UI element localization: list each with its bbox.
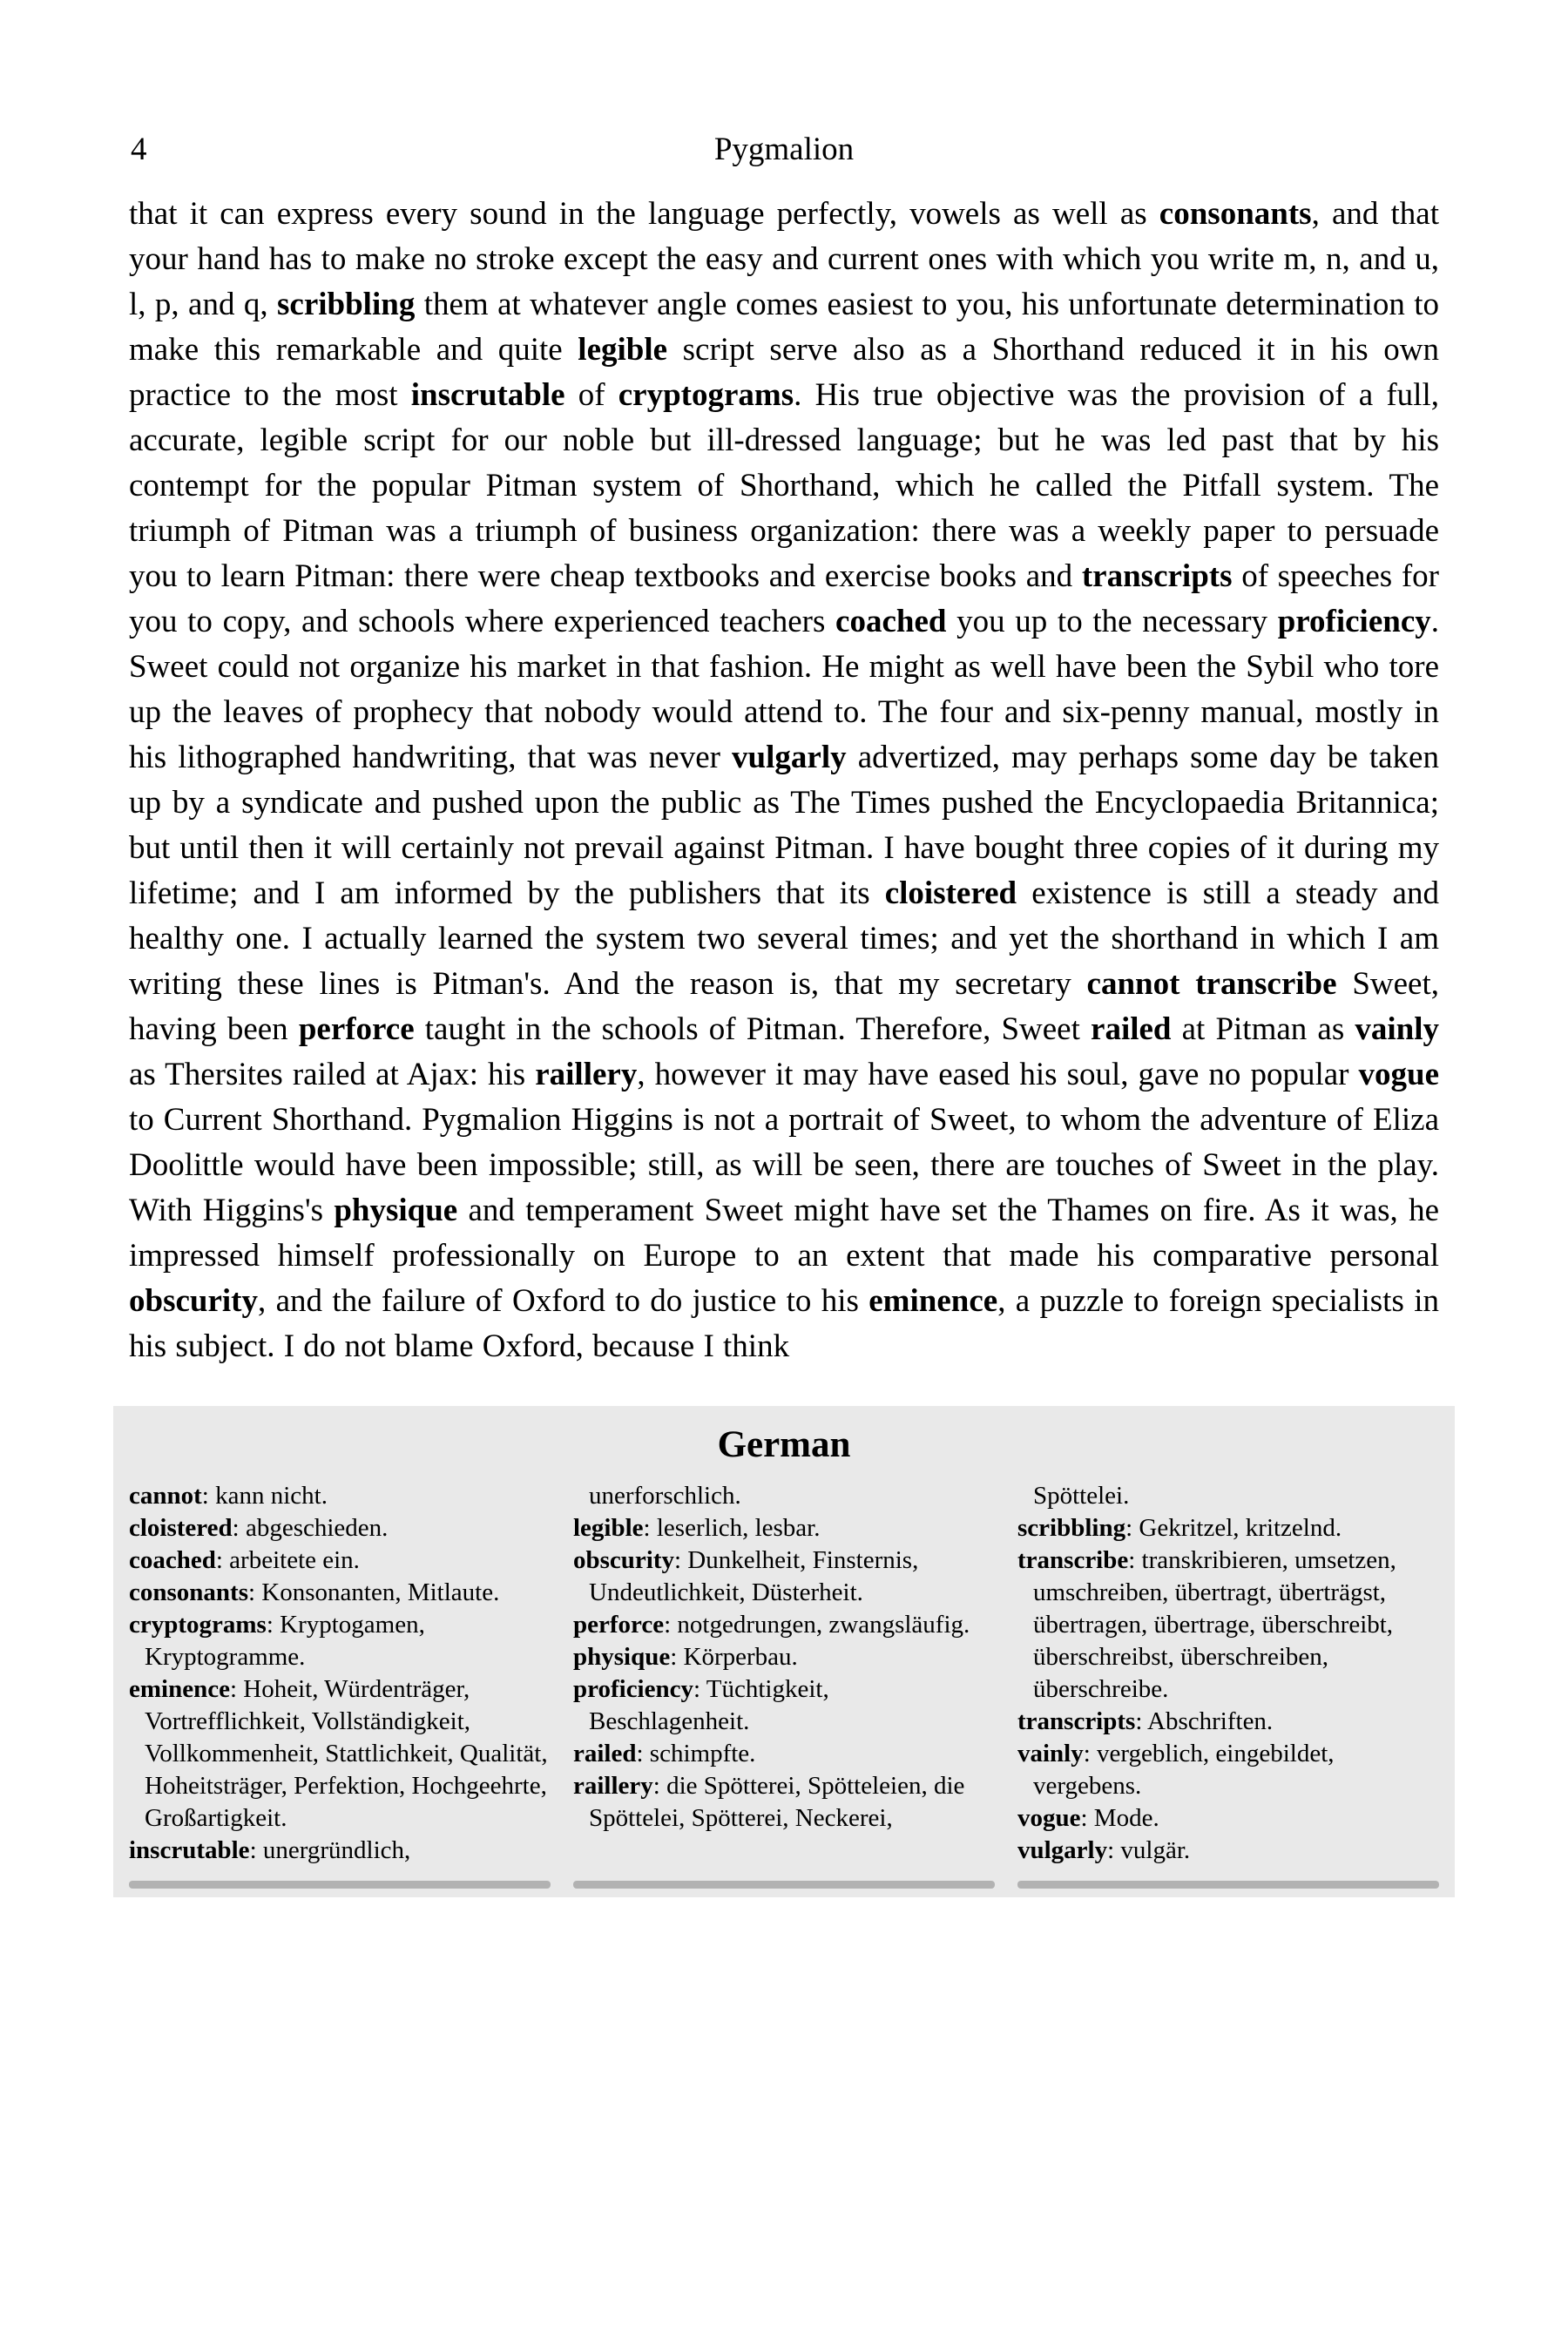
glossary-entry: unerforschlich.: [589, 1482, 741, 1510]
glossary-entry: scribbling: Gekritzel, kritzelnd.: [1017, 1514, 1342, 1542]
body-text: [129, 192, 1439, 1369]
bold-term: vulgarly: [732, 740, 847, 775]
text-run: advertized, may perhaps some day be taken up by a syndicate and pushed upon the public as The Times pushed the Encyclopaedia Britannica; but until then it will certainly not prevail against Pitman. I have bought three copies of it during my lifetime; and I am informed by the publishers that its: [129, 740, 1439, 911]
text-run: and temperament Sweet might have set the Thames on fire. As it was, he impressed himself professionally on Europe to an extent that made his comparative personal: [129, 1193, 1439, 1274]
glossary-term: legible: [573, 1514, 644, 1542]
bold-term: proficiency: [1277, 604, 1431, 639]
glossary-term: raillery: [573, 1772, 653, 1800]
text-run: as Thersites railed at Ajax: his: [129, 1057, 536, 1092]
glossary-entry: consonants: Konsonanten, Mitlaute.: [129, 1578, 500, 1606]
bold-term: scribbling: [277, 287, 416, 322]
glossary-term: consonants: [129, 1578, 248, 1606]
glossary-entry: vulgarly: vulgär.: [1017, 1836, 1191, 1864]
text-run: , however it may have eased his soul, gave no popular: [637, 1057, 1359, 1092]
glossary-term: eminence: [129, 1675, 230, 1703]
glossary-term: transcripts: [1017, 1707, 1136, 1735]
glossary-scrollbar-1[interactable]: [129, 1881, 551, 1889]
text-run: that it can express every sound in the language perfectly, vowels as well as: [129, 196, 1159, 232]
glossary-entry: inscrutable: unergründlich,: [129, 1836, 411, 1864]
glossary-term: inscrutable: [129, 1836, 250, 1864]
glossary-term: proficiency: [573, 1675, 693, 1703]
glossary-title: German: [717, 1424, 851, 1465]
text-run: Sweet, having been: [129, 966, 1439, 1047]
glossary-term: physique: [573, 1643, 671, 1671]
glossary-column-1: [129, 1480, 551, 1867]
glossary-term: railed: [573, 1740, 637, 1767]
glossary-entry: cloistered: abgeschieden.: [129, 1514, 389, 1542]
glossary-columns: [129, 1480, 1439, 1867]
glossary-entry: raillery: die Spötterei, Spötteleien, die Spöttelei, Spötterei, Neckerei,: [573, 1772, 965, 1832]
glossary-entry: Spöttelei.: [1033, 1482, 1130, 1510]
glossary-entry: physique: Körperbau.: [573, 1643, 798, 1671]
glossary-entry: vogue: Mode.: [1017, 1804, 1159, 1832]
glossary-entry: vainly: vergeblich, eingebildet, vergebens.: [1017, 1740, 1335, 1800]
glossary-scrollbar-2[interactable]: [573, 1881, 995, 1889]
bold-term: raillery: [535, 1057, 638, 1092]
text-run: them at whatever angle comes easiest to you, his unfortunate determination to make this remarkable and quite: [129, 287, 1440, 368]
glossary-entry: legible: leserlich, lesbar.: [573, 1514, 821, 1542]
bold-term: transcripts: [1081, 558, 1233, 594]
glossary-entry: cryptograms: Kryptogamen, Kryptogramme.: [129, 1611, 425, 1671]
glossary-entry: obscurity: Dunkelheit, Finsternis, Undeutlichkeit, Düsterheit.: [573, 1546, 919, 1606]
page-number: 4: [131, 132, 147, 167]
bold-term: coached: [835, 604, 947, 639]
text-run: existence is still a steady and healthy one. I actually learned the system two several times; and yet the shorthand in which I am writing these lines is Pitman's. And the reason is, that my secretary: [129, 875, 1439, 1002]
glossary-entry: eminence: Hoheit, Würdenträger, Vortrefflichkeit, Vollständigkeit, Vollkommenheit, Stattlichkeit, Qualität, Hoheitsträger, Perfektion, Hochgeehrte, Großartigkeit.: [129, 1675, 548, 1832]
text-run: , a puzzle to foreign specialists in his subject. I do not blame Oxford, because I think: [129, 1283, 1439, 1364]
glossary-entry: proficiency: Tüchtigkeit, Beschlagenheit.: [573, 1675, 829, 1735]
text-run: to Current Shorthand. Pygmalion Higgins is not a portrait of Sweet, to whom the adventure of Eliza Doolittle would have been impossible; still, as will be seen, there are touches of Sweet in the play. With Higgins's: [129, 1102, 1439, 1228]
bold-term: cannot transcribe: [1086, 966, 1337, 1002]
bold-term: perforce: [298, 1011, 415, 1047]
glossary-term: transcribe: [1017, 1546, 1129, 1574]
glossary-term: perforce: [573, 1611, 665, 1639]
running-title: Pygmalion: [713, 132, 855, 167]
glossary-term: cannot: [129, 1482, 202, 1510]
text-run: at Pitman as: [1171, 1011, 1355, 1047]
bold-term: vogue: [1358, 1057, 1440, 1092]
text-run: script serve also as a Shorthand reduced it in his own practice to the most: [129, 332, 1439, 413]
bold-term: cryptograms: [618, 377, 794, 413]
glossary-term: vulgarly: [1017, 1836, 1108, 1864]
text-run: , and that your hand has to make no stroke except the easy and current ones with which you write m, n, and u, l, p, and q,: [129, 196, 1439, 322]
glossary-column-2: [573, 1480, 995, 1867]
bold-term: cloistered: [884, 875, 1017, 911]
glossary-term: vogue: [1017, 1804, 1081, 1832]
glossary-term: vainly: [1017, 1740, 1084, 1767]
glossary-entry: transcripts: Abschriften.: [1017, 1707, 1274, 1735]
bold-term: railed: [1091, 1011, 1172, 1047]
glossary-term: scribbling: [1017, 1514, 1126, 1542]
glossary-entry: railed: schimpfte.: [573, 1740, 756, 1767]
bold-term: inscrutable: [410, 377, 565, 413]
glossary-scrollbar-row: [129, 1881, 1439, 1889]
text-run: . Sweet could not organize his market in that fashion. He might as well have been the Sybil who tore up the leaves of prophecy that nobody would attend to. The four and six-penny manual, mostly in his lithographed handwriting, that was never: [129, 604, 1439, 775]
text-run: . His true objective was the provision of a full, accurate, legible script for our noble but ill-dressed language; but he was led past that by his contempt for the popular Pitman system of Shorthand, which he called the Pitfall system. The triumph of Pitman was a triumph of business organization: there was a weekly paper to persuade you to learn Pitman: there were cheap textbooks and exercise books and: [129, 377, 1439, 594]
glossary-scrollbar-3[interactable]: [1017, 1881, 1439, 1889]
glossary-entry: transcribe: transkribieren, umsetzen, umschreiben, übertragt, überträgst, übertragen, übertrage, überschreibt, überschreibst, überschreiben, überschreibe.: [1017, 1546, 1396, 1703]
bold-term: legible: [578, 332, 668, 368]
glossary-term: cryptograms: [129, 1611, 267, 1639]
bold-term: obscurity: [129, 1283, 258, 1319]
text-run: of speeches for you to copy, and schools where experienced teachers: [129, 558, 1439, 639]
text-run: you up to the necessary: [946, 604, 1278, 639]
page-header: [129, 131, 1439, 169]
bold-term: vainly: [1355, 1011, 1440, 1047]
text-run: , and the failure of Oxford to do justice to his: [258, 1283, 869, 1319]
bold-term: eminence: [868, 1283, 998, 1319]
glossary-term: obscurity: [573, 1546, 674, 1574]
glossary-column-3: [1017, 1480, 1439, 1867]
glossary-entry: coached: arbeitete ein.: [129, 1546, 360, 1574]
glossary-panel: [113, 1406, 1455, 1897]
bold-term: consonants: [1159, 196, 1312, 232]
glossary-term: cloistered: [129, 1514, 233, 1542]
glossary-entry: perforce: notgedrungen, zwangsläufig.: [573, 1611, 970, 1639]
bold-term: physique: [334, 1193, 458, 1228]
text-run: of: [564, 377, 618, 413]
glossary-entry: cannot: kann nicht.: [129, 1482, 328, 1510]
glossary-term: coached: [129, 1546, 216, 1574]
text-run: taught in the schools of Pitman. Therefore, Sweet: [414, 1011, 1092, 1047]
